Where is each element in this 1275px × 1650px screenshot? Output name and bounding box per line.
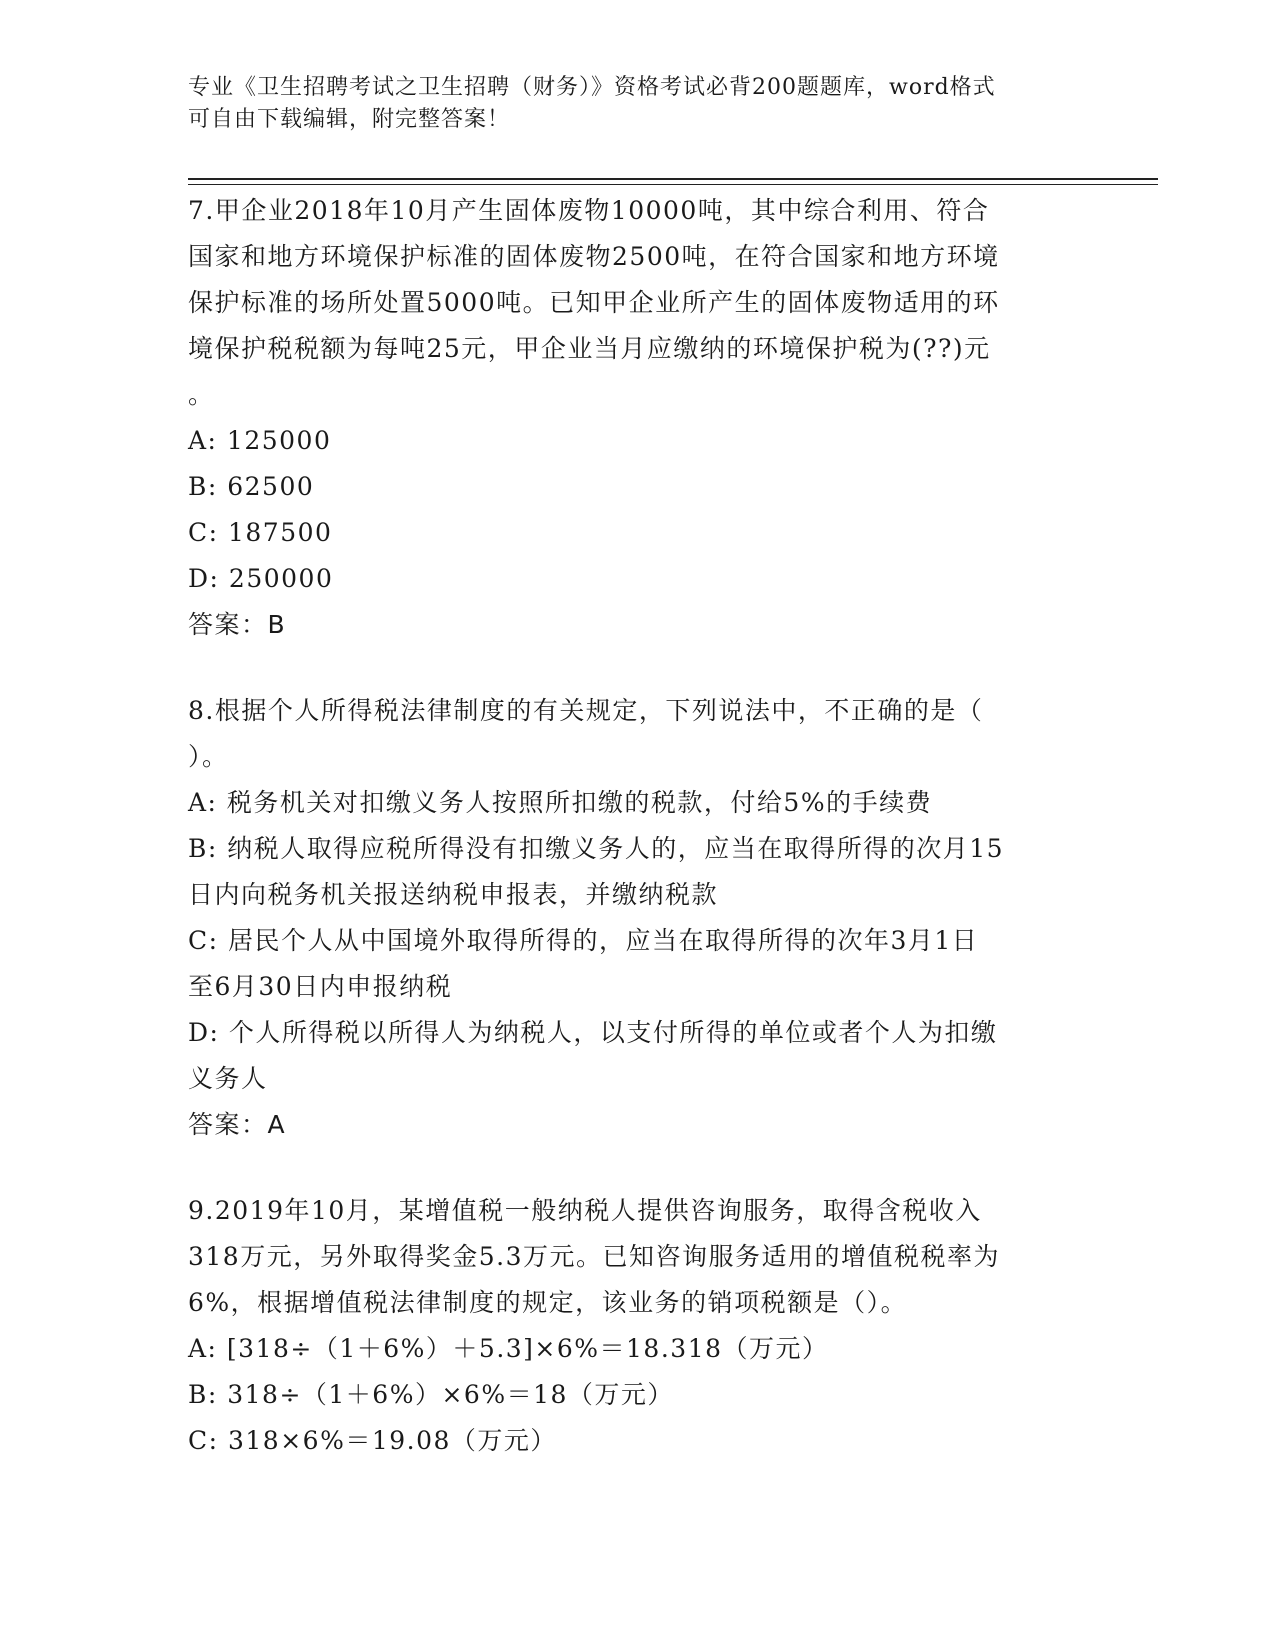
stem-line: ）。 bbox=[188, 742, 229, 771]
option-c: C: 318×6%＝19.08（万元） bbox=[188, 1426, 557, 1455]
option-c: C: 居民个人从中国境外取得所得的，应当在取得所得的次年3月1日 bbox=[188, 926, 979, 955]
question-options bbox=[188, 418, 1088, 602]
option-b: B: 纳税人取得应税所得没有扣缴义务人的，应当在取得所得的次月15 bbox=[188, 834, 1005, 863]
option-a: A: 125000 bbox=[188, 426, 332, 455]
option-b-cont: 日内向税务机关报送纳税申报表，并缴纳税款 bbox=[188, 880, 719, 909]
stem-line: 7.甲企业2018年10月产生固体废物10000吨，其中综合利用、符合 bbox=[188, 196, 990, 225]
question-8 bbox=[188, 688, 1088, 1148]
question-9 bbox=[188, 1188, 1088, 1464]
question-stem bbox=[188, 1188, 1088, 1326]
option-a: A: [318÷（1＋6%）＋5.3]×6%＝18.318（万元） bbox=[188, 1334, 829, 1363]
option-c: C: 187500 bbox=[188, 518, 333, 547]
answer-line: 答案：B bbox=[188, 610, 287, 639]
stem-line: 境保护税税额为每吨25元，甲企业当月应缴纳的环境保护税为(??)元 bbox=[188, 334, 991, 363]
option-a: A: 税务机关对扣缴义务人按照所扣缴的税款，付给5%的手续费 bbox=[188, 788, 933, 817]
answer-line: 答案：A bbox=[188, 1110, 287, 1139]
header-line-1: 专业《卫生招聘考试之卫生招聘（财务）》资格考试必背200题题库，word格式 bbox=[188, 75, 996, 100]
stem-line: 9.2019年10月，某增值税一般纳税人提供咨询服务，取得含税收入 bbox=[188, 1196, 982, 1225]
stem-line: 318万元，另外取得奖金5.3万元。已知咨询服务适用的增值税税率为 bbox=[188, 1242, 1000, 1271]
question-stem bbox=[188, 688, 1088, 780]
header-divider-thin bbox=[188, 184, 1158, 185]
stem-line: 保护标准的场所处置5000吨。已知甲企业所产生的固体废物适用的环 bbox=[188, 288, 1000, 317]
option-b: B: 318÷（1＋6%）×6%＝18（万元） bbox=[188, 1380, 674, 1409]
question-7 bbox=[188, 188, 1088, 648]
stem-line: 。 bbox=[188, 380, 215, 409]
option-d: D: 个人所得税以所得人为纳税人，以支付所得的单位或者个人为扣缴 bbox=[188, 1018, 998, 1047]
document-header bbox=[188, 72, 1088, 136]
stem-line: 国家和地方环境保护标准的固体废物2500吨，在符合国家和地方环境 bbox=[188, 242, 1000, 271]
option-d: D: 250000 bbox=[188, 564, 334, 593]
stem-line: 6%，根据增值税法律制度的规定，该业务的销项税额是（）。 bbox=[188, 1288, 908, 1317]
option-c-cont: 至6月30日内申报纳税 bbox=[188, 972, 453, 1001]
header-divider-thick bbox=[188, 178, 1158, 180]
question-options bbox=[188, 780, 1088, 1102]
option-b: B: 62500 bbox=[188, 472, 315, 501]
question-stem bbox=[188, 188, 1088, 418]
stem-line: 8.根据个人所得税法律制度的有关规定，下列说法中，不正确的是（ bbox=[188, 696, 984, 725]
option-d-cont: 义务人 bbox=[188, 1064, 268, 1093]
question-options bbox=[188, 1326, 1088, 1464]
header-line-2: 可自由下载编辑，附完整答案！ bbox=[188, 107, 511, 132]
